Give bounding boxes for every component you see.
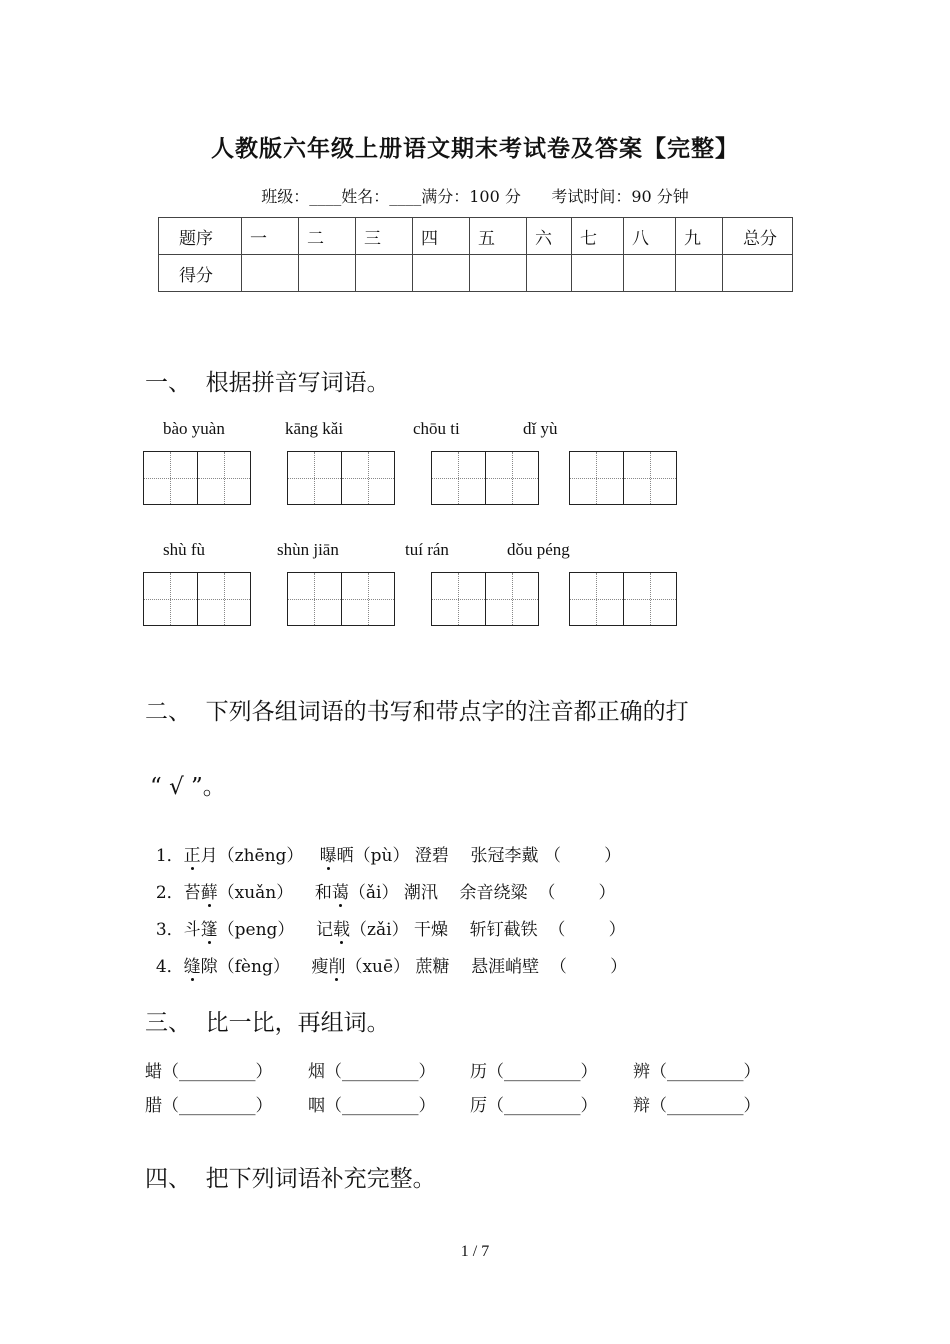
item-word: 澄碧 — [414, 846, 449, 866]
question-item: 4．缝隙（fèng） 瘦削（xuē） 蔗糖 悬涯峭壁 （ ） — [145, 932, 627, 977]
score-table-score-row — [159, 255, 793, 292]
question-item: 2．苔藓（xuǎn） 和蔼（ǎi） 潮汛 余音绕粱 （ ） — [145, 858, 616, 903]
score-input-cell[interactable] — [299, 255, 356, 292]
item-word: 斗 — [183, 920, 201, 940]
item-word: 月（zhēng） — [200, 846, 304, 866]
item-number: 3． — [155, 920, 184, 940]
compare-word-blank[interactable]: 辩（_________） — [633, 1096, 761, 1116]
score-header-cell: 八 — [624, 218, 676, 255]
item-word: （ǎi） — [348, 883, 404, 903]
item-word: 悬涯峭壁 — [471, 957, 540, 977]
dotted-char: 篷 — [201, 915, 218, 940]
score-input-cell[interactable] — [527, 255, 572, 292]
score-input-cell[interactable] — [356, 255, 413, 292]
compare-word-blank[interactable]: 辨（_________） — [633, 1062, 761, 1082]
writing-grid[interactable] — [287, 572, 395, 626]
item-word: 蔗糖 — [415, 957, 450, 977]
score-table-header-row — [159, 218, 793, 255]
page-title: 人教版六年级上册语文期末考试卷及答案【完整】 — [211, 135, 739, 162]
score-header-cell: 四 — [413, 218, 470, 255]
compare-word-blank[interactable]: 腊（_________） — [145, 1096, 273, 1116]
item-word: 苔 — [183, 883, 201, 903]
score-header-cell: 五 — [470, 218, 527, 255]
exam-meta-info: 班级：____姓名：____满分：100 分 考试时间：90 分钟 — [261, 187, 689, 206]
pinyin-label: dǐ yù — [523, 419, 558, 438]
score-header-cell: 七 — [572, 218, 624, 255]
writing-grid[interactable] — [569, 572, 677, 626]
item-word: （xuē） — [345, 957, 416, 977]
pinyin-label: bào yuàn — [163, 419, 225, 438]
writing-grid[interactable] — [431, 572, 539, 626]
dotted-char: 蔼 — [332, 878, 349, 903]
compare-word-blank[interactable]: 蜡（_________） — [145, 1062, 273, 1082]
writing-grid[interactable] — [287, 451, 395, 505]
item-word: 隙（fèng） — [200, 957, 290, 977]
pinyin-label: dǒu péng — [507, 540, 570, 559]
item-word: （zǎi） — [350, 920, 414, 940]
item-word: （peng） — [217, 920, 295, 940]
item-word: 斩钉截铁 — [469, 920, 538, 940]
score-header-cell: 二 — [299, 218, 356, 255]
score-input-cell[interactable] — [470, 255, 527, 292]
pinyin-label: chōu ti — [413, 419, 460, 438]
writing-grid[interactable] — [569, 451, 677, 505]
score-input-cell[interactable] — [723, 255, 793, 292]
dotted-char: 削 — [328, 952, 345, 977]
item-number: 2． — [155, 883, 184, 903]
question-item: 3．斗篷（peng） 记载（zǎi） 干燥 斩钉截铁 （ ） — [145, 895, 626, 940]
item-word: （xuǎn） — [217, 883, 294, 903]
answer-paren[interactable]: （ ） — [543, 846, 622, 866]
writing-grid[interactable] — [143, 572, 251, 626]
pinyin-label: shù fù — [163, 540, 206, 559]
writing-grid[interactable] — [143, 451, 251, 505]
score-input-cell[interactable] — [242, 255, 299, 292]
dotted-char: 正 — [184, 841, 201, 866]
item-word: 潮汛 — [403, 883, 438, 903]
score-header-cell: 题序 — [159, 218, 242, 255]
section-3-title: 三、 比一比，再组词。 — [145, 1010, 390, 1036]
score-input-cell[interactable] — [413, 255, 470, 292]
section-2-title: 二、 下列各组词语的书写和带点字的注音都正确的打 — [145, 699, 689, 725]
item-word: 张冠李戴 — [470, 846, 539, 866]
dotted-char: 藓 — [201, 878, 218, 903]
answer-paren[interactable]: （ ） — [549, 957, 628, 977]
dotted-char: 缝 — [184, 952, 201, 977]
score-table — [158, 217, 793, 292]
compare-word-blank[interactable]: 历（_________） — [470, 1062, 598, 1082]
section-4-title: 四、 把下列词语补充完整。 — [145, 1166, 436, 1192]
section-1-title: 一、 根据拼音写词语。 — [145, 370, 390, 396]
score-input-cell[interactable] — [572, 255, 624, 292]
score-input-cell[interactable] — [624, 255, 676, 292]
pinyin-label: shùn jiān — [277, 540, 339, 559]
compare-word-blank[interactable]: 厉（_________） — [470, 1096, 598, 1116]
score-header-cell: 三 — [356, 218, 413, 255]
answer-paren[interactable]: （ ） — [538, 883, 616, 903]
score-header-cell: 九 — [676, 218, 723, 255]
dotted-char: 载 — [333, 915, 350, 940]
page-number: 1 / 7 — [460, 1243, 490, 1260]
compare-word-blank[interactable]: 烟（_________） — [308, 1062, 436, 1082]
score-header-cell: 总分 — [723, 218, 793, 255]
score-input-cell[interactable] — [676, 255, 723, 292]
pinyin-label: tuí rán — [405, 540, 449, 559]
pinyin-label: kāng kǎi — [285, 419, 344, 438]
score-row-label: 得分 — [159, 255, 242, 292]
item-word: 晒（pù） — [336, 846, 410, 866]
score-header-cell: 一 — [242, 218, 299, 255]
score-header-cell: 六 — [527, 218, 572, 255]
section-2-title-cont: “ √ ”。 — [150, 774, 226, 800]
answer-paren[interactable]: （ ） — [548, 920, 626, 940]
item-number: 4． — [155, 957, 184, 977]
item-number: 1． — [155, 846, 184, 866]
compare-word-blank[interactable]: 咽（_________） — [308, 1096, 436, 1116]
writing-grid[interactable] — [431, 451, 539, 505]
dotted-char: 曝 — [320, 841, 337, 866]
item-word: 余音绕粱 — [459, 883, 528, 903]
item-word: 干燥 — [413, 920, 448, 940]
